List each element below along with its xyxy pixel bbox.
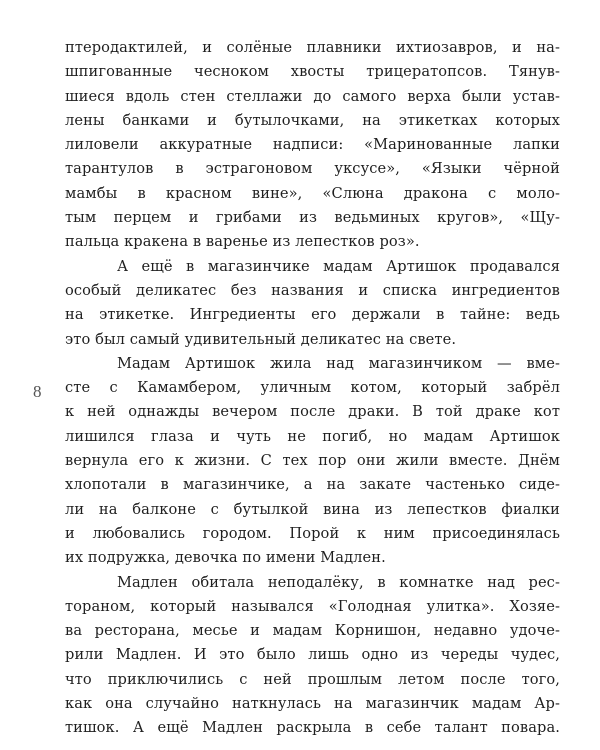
text-line: хлопотали в магазинчике, а на закате частенько сиде- [65, 476, 560, 494]
text-line: тарантулов в эстрагоновом уксусе», «Языки чёрной [65, 160, 560, 178]
text-line: лены банками и бутылочками, на этикетках которых [65, 111, 560, 129]
text-line: мамбы в красном вине», «Слюна дракона с моло- [65, 184, 560, 202]
text-line: шиеся вдоль стен стеллажи до самого верха были устав- [65, 87, 560, 105]
text-line: птеродактилей, и солёные плавники ихтиозавров, и на- [65, 39, 560, 56]
text-line: их подружка, девочка по имени Мадлен. [65, 549, 386, 567]
text-line: ли на балконе с бутылкой вина из лепестков фиалки [65, 500, 560, 518]
text-line: рили Мадлен. И это было лишь одно из череды чудес, [65, 646, 560, 664]
text-line: это был самый удивительный деликатес на свете. [65, 330, 457, 348]
page-number: 8 [33, 382, 42, 401]
text-line: тым перцем и грибами из ведьминых кругов», «Щу- [65, 209, 560, 227]
text-line: А ещё в магазинчике мадам Артишок продавался [117, 257, 560, 275]
text-line: особый деликатес без названия и списка ингредиентов [65, 281, 560, 299]
body-text [65, 36, 560, 741]
text-line: ва ресторана, месье и мадам Корнишон, недавно удоче- [65, 622, 560, 640]
text-line: пальца кракена в варенье из лепестков роз». [65, 233, 420, 251]
text-line: на этикетке. Ингредиенты его держали в тайне: ведь [65, 306, 560, 324]
paragraph [65, 255, 560, 352]
paragraph [65, 571, 560, 741]
text-line: сте с Камамбером, уличным котом, который забрёл [65, 379, 560, 397]
paragraph [65, 352, 560, 571]
text-line: вернула его к жизни. С тех пор они жили вместе. Днём [65, 452, 560, 470]
text-line: к ней однажды вечером после драки. В той драке кот [65, 403, 560, 421]
text-line: лиловели аккуратные надписи: «Маринованные лапки [65, 136, 560, 154]
text-line: что приключились с ней прошлым летом после того, [65, 670, 560, 688]
text-line: шпигованные чесноком хвосты трицератопсов. Тянув- [65, 63, 560, 81]
text-line: Мадлен обитала неподалёку, в комнатке над рес- [117, 573, 560, 591]
text-line: тишок. А ещё Мадлен раскрыла в себе талант повара. [65, 719, 560, 737]
text-line: как она случайно наткнулась на магазинчик мадам Ар- [65, 695, 560, 713]
text-line: и любовались городом. Порой к ним присоединялась [65, 524, 560, 542]
text-line: тораном, который назывался «Голодная улитка». Хозяе- [65, 597, 560, 615]
paragraph [65, 36, 560, 255]
text-line: лишился глаза и чуть не погиб, но мадам Артишок [65, 427, 560, 445]
text-line: Мадам Артишок жила над магазинчиком — вме- [117, 354, 560, 372]
